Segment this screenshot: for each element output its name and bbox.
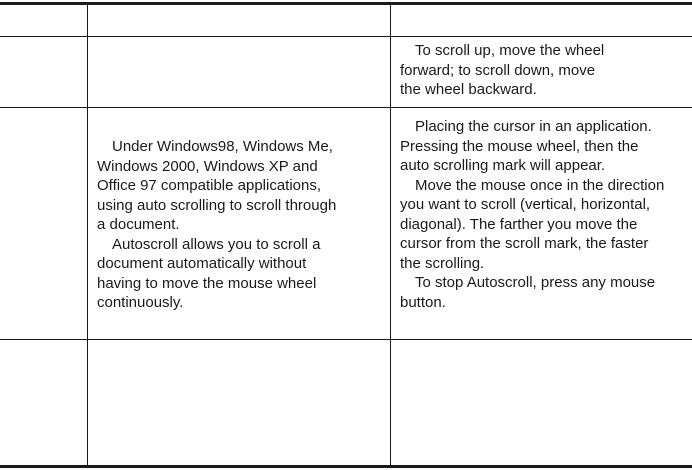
text-line: cursor from the scroll mark, the faster [400,235,649,252]
paragraph [97,235,336,313]
text-line: document automatically without [97,255,307,272]
text-line: Office 97 compatible applications, [97,177,322,194]
text-line: Windows 2000, Windows XP and [97,157,318,175]
paragraph [400,41,604,100]
text-line: using auto scrolling to scroll through [97,196,337,214]
text-line: the scrolling. [400,254,485,272]
autoscroll-description [97,137,336,313]
text-line: To stop Autoscroll, press any mouse [415,274,656,291]
table-bottom-border [0,465,692,468]
text-line: Under Windows98, Windows Me, [112,138,333,155]
row-divider-2 [0,107,692,108]
text-line: a document. [97,216,180,233]
text-line: the wheel backward. [400,81,537,98]
text-line: having to move the mouse wheel [97,274,317,292]
paragraph [400,176,664,274]
row-divider-1 [0,36,692,37]
text-line: auto scrolling mark will appear. [400,157,606,174]
autoscroll-usage-steps [400,117,664,312]
text-line: you want to scroll (vertical, horizontal, [400,196,651,213]
text-line: Placing the cursor in an application. [415,118,652,135]
paragraph [400,273,664,312]
table-top-border [0,2,692,5]
text-line: button. [400,293,446,311]
column-divider-1 [87,2,88,468]
paragraph [400,117,664,176]
text-line: forward; to scroll down, move [400,61,596,79]
text-line: Pressing the mouse wheel, then the [400,137,639,155]
paragraph [97,137,336,235]
text-line: Move the mouse once in the direction [415,176,665,194]
text-line: To scroll up, move the wheel [415,42,605,59]
text-line: Autoscroll allows you to scroll a [112,235,321,253]
text-line: diagonal). The farther you move the [400,215,638,233]
scroll-direction-instructions [400,41,604,100]
row-divider-3 [0,339,692,340]
text-line: continuously. [97,294,184,311]
